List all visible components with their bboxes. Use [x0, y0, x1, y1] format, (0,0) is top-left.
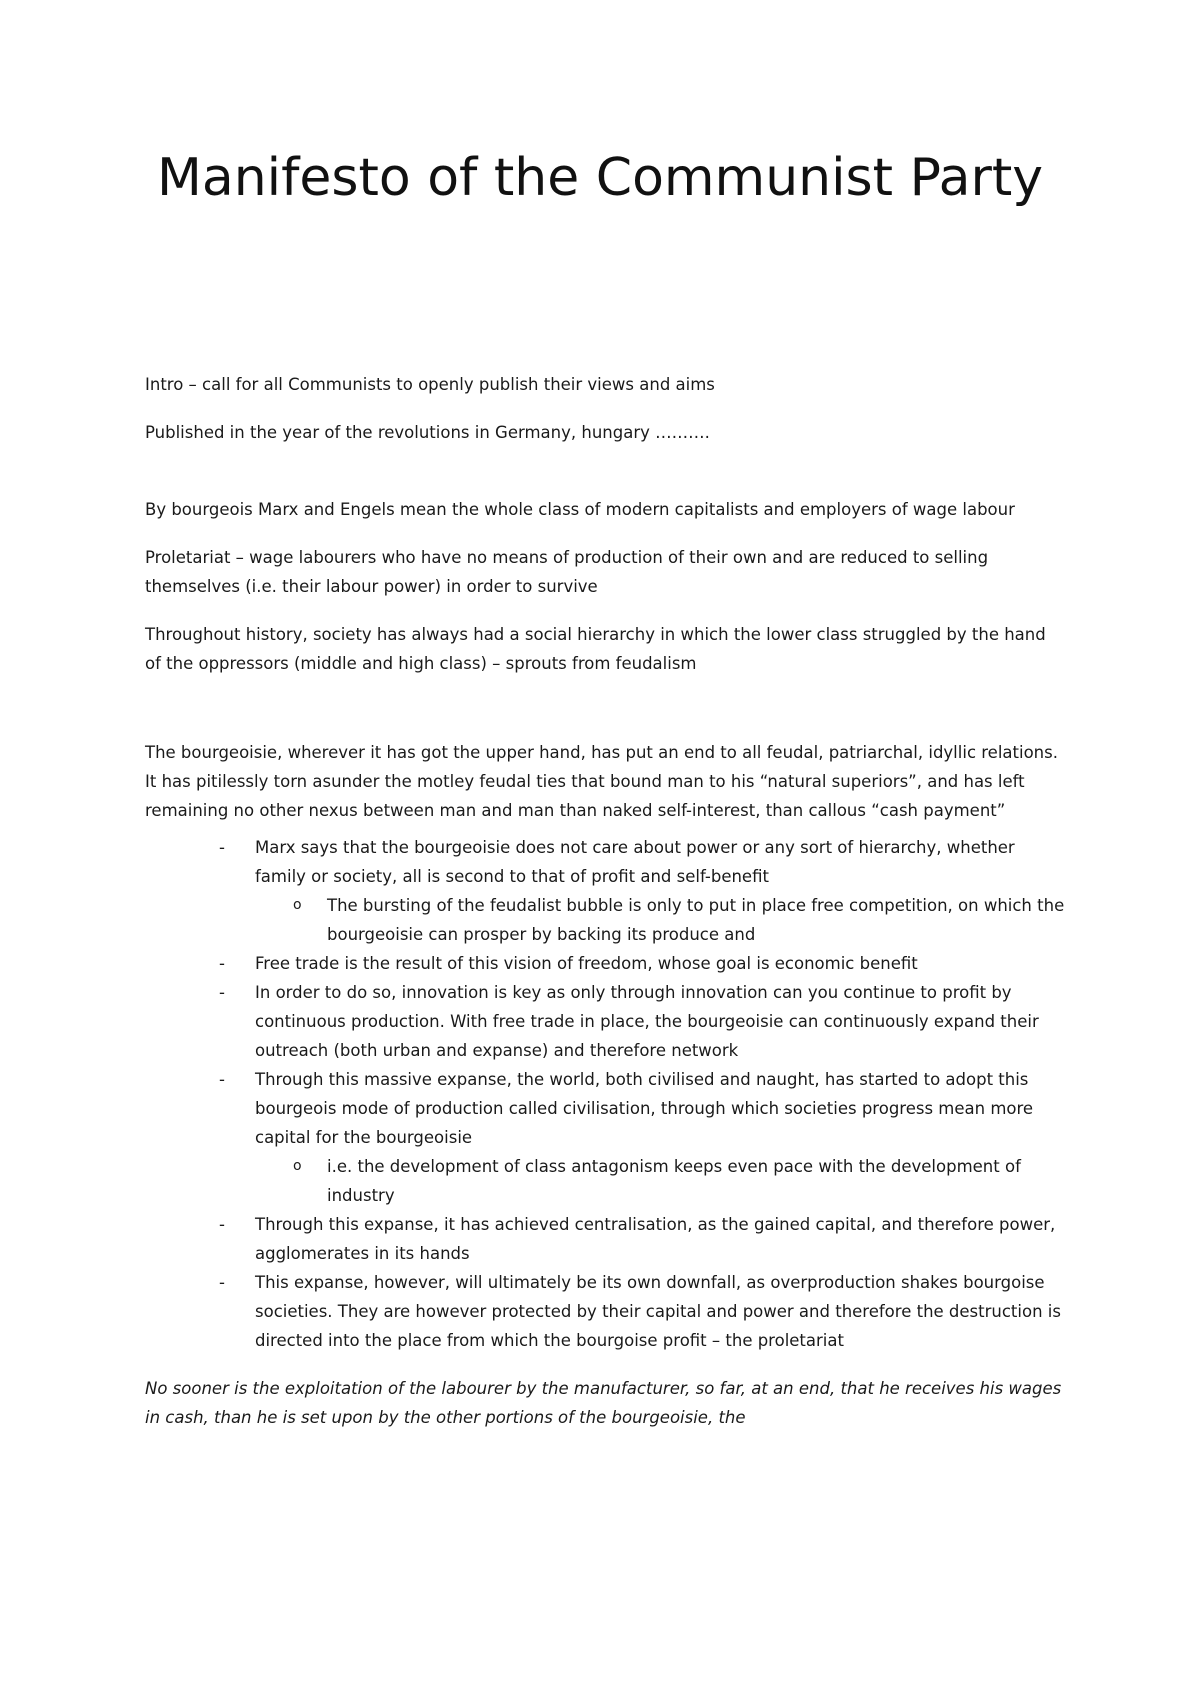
bourgeoisie-quote: The bourgeoisie, wherever it has got the upper hand, has put an end to all feudal, patriarchal, idyllic relations. It has pitilessly torn asunder the motley feudal ties that bound man to his “natural superiors”, and has left remaining no other nexus between man and man than naked self-interest, than callous “cash payment” [145, 743, 1058, 820]
sub-bullet-list [255, 1152, 1065, 1210]
list-item: - Free trade is the result of this vision of freedom, whose goal is economic benefit [145, 949, 1065, 978]
published-paragraph: Published in the year of the revolutions in Germany, hungary ………. [145, 423, 710, 442]
list-item [145, 833, 1065, 949]
list-item: - This expanse, however, will ultimately be its own downfall, as overproduction shakes bourgoise societies. They are however protected by their capital and power and therefore the destruction is directed into the place from which the bourgoise profit – the proletariat [145, 1268, 1065, 1355]
list-item [145, 1065, 1065, 1210]
document-body [145, 370, 1065, 1432]
bourgeois-definition: By bourgeois Marx and Engels mean the whole class of modern capitalists and employers of wage labour [145, 500, 1015, 519]
sub-list-item: o The bursting of the feudalist bubble is only to put in place free competition, on which the bourgeoisie can prosper by backing its produce and [255, 891, 1065, 949]
bullet-text: Through this massive expanse, the world, both civilised and naught, has started to adopt this bourgeois mode of production called civilisation, through which societies progress mean more capital for the bourgeoisie [255, 1070, 1034, 1147]
sub-bullet-list [255, 891, 1065, 949]
bullet-list [145, 833, 1065, 1355]
document-title: Manifesto of the Communist Party [156, 148, 1043, 208]
proletariat-definition: Proletariat – wage labourers who have no means of production of their own and are reduced to selling themselves (i.e. their labour power) in order to survive [145, 548, 989, 596]
intro-paragraph: Intro – call for all Communists to openly publish their views and aims [145, 375, 715, 394]
history-paragraph: Throughout history, society has always had a social hierarchy in which the lower class struggled by the hand of the oppressors (middle and high class) – sprouts from feudalism [145, 625, 1046, 673]
list-item: - Through this expanse, it has achieved centralisation, as the gained capital, and therefore power, agglomerates in its hands [145, 1210, 1065, 1268]
closing-quote: No sooner is the exploitation of the labourer by the manufacturer, so far, at an end, that he receives his wages in cash, than he is set upon by the other portions of the bourgeoisie, the [145, 1379, 1062, 1427]
list-item: - In order to do so, innovation is key as only through innovation can you continue to profit by continuous production. With free trade in place, the bourgeoisie can continuously expand their outreach (both urban and expanse) and therefore network [145, 978, 1065, 1065]
sub-list-item: o i.e. the development of class antagonism keeps even pace with the development of industry [255, 1152, 1065, 1210]
bullet-text: Marx says that the bourgeoisie does not care about power or any sort of hierarchy, whether family or society, all is second to that of profit and self-benefit [255, 838, 1015, 886]
